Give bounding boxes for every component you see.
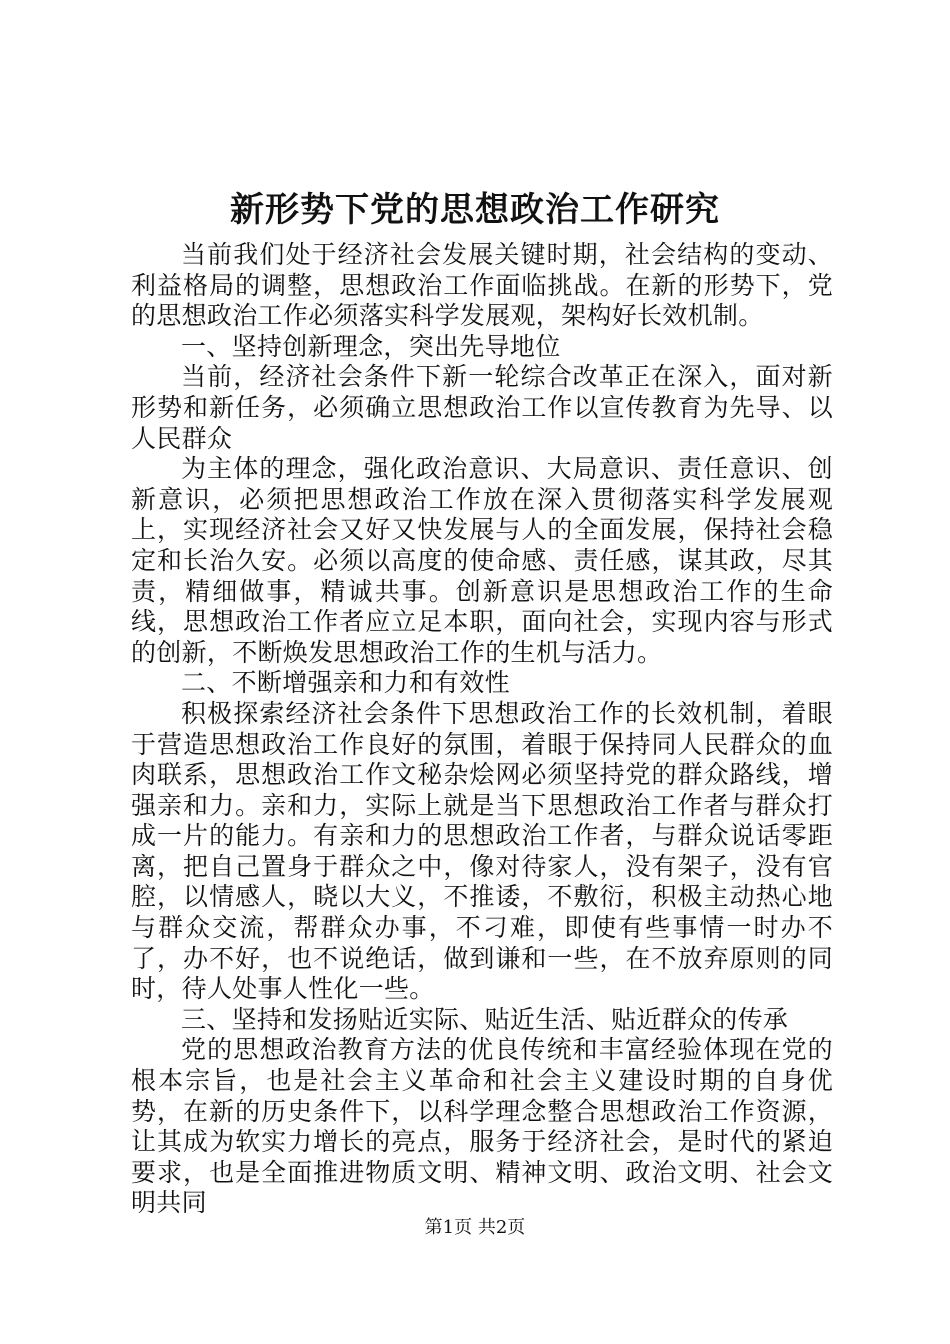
section-heading-2: 二、不断增强亲和力和有效性 [181, 668, 510, 698]
intro-paragraph: 当前我们处于经济社会发展关键时期，社会结构的变动、利益格局的调整，思想政治工作面临挑战。在新的形势下，党的思想政治工作必须落实科学发展观，架构好长效机制。 [131, 240, 833, 331]
section-1-paragraph-2: 为主体的理念，强化政治意识、大局意识、责任意识、创新意识，必须把思想政治工作放在深入贯彻落实科学发展观上，实现经济社会又好又快发展与人的全面发展，保持社会稳定和长治久安。必须以高度的使命感、责任感，谋其政，尽其责，精细做事，精诚共事。创新意识是思想政治工作的生命线，思想政治工作者应立足本职，面向社会，实现内容与形式的创新，不断焕发思想政治工作的生机与活力。 [131, 454, 833, 667]
page-number-footer: 第1页 共2页 [424, 1217, 526, 1238]
section-heading-1: 一、坚持创新理念，突出先导地位 [181, 331, 561, 361]
section-3-paragraph: 党的思想政治教育方法的优良传统和丰富经验体现在党的根本宗旨，也是社会主义革命和社会主义建设时期的自身优势，在新的历史条件下，以科学理念整合思想政治工作资源，让其成为软实力增长的亮点，服务于经济社会，是时代的紧迫要求，也是全面推进物质文明、精神文明、政治文明、社会文明共同 [131, 1035, 833, 1218]
document-body [131, 240, 833, 1219]
section-heading-3: 三、坚持和发扬贴近实际、贴近生活、贴近群众的传承 [181, 1004, 789, 1034]
document-title: 新形势下党的思想政治工作研究 [230, 190, 720, 230]
section-1-paragraph-1: 当前，经济社会条件下新一轮综合改革正在深入，面对新形势和新任务，必须确立思想政治工作以宣传教育为先导、以人民群众 [131, 362, 833, 453]
section-2-paragraph: 积极探索经济社会条件下思想政治工作的长效机制，着眼于营造思想政治工作良好的氛围，着眼于保持同人民群众的血肉联系，思想政治工作文秘杂烩网必须坚持党的群众路线，增强亲和力。亲和力，实际上就是当下思想政治工作者与群众打成一片的能力。有亲和力的思想政治工作者，与群众说话零距离，把自己置身于群众之中，像对待家人，没有架子，没有官腔，以情感人，晓以大义，不推诿，不敷衍，积极主动热心地与群众交流，帮群众办事，不刁难，即使有些事情一时办不了，办不好，也不说绝话，做到谦和一些，在不放弃原则的同时，待人处事人性化一些。 [131, 698, 833, 1004]
